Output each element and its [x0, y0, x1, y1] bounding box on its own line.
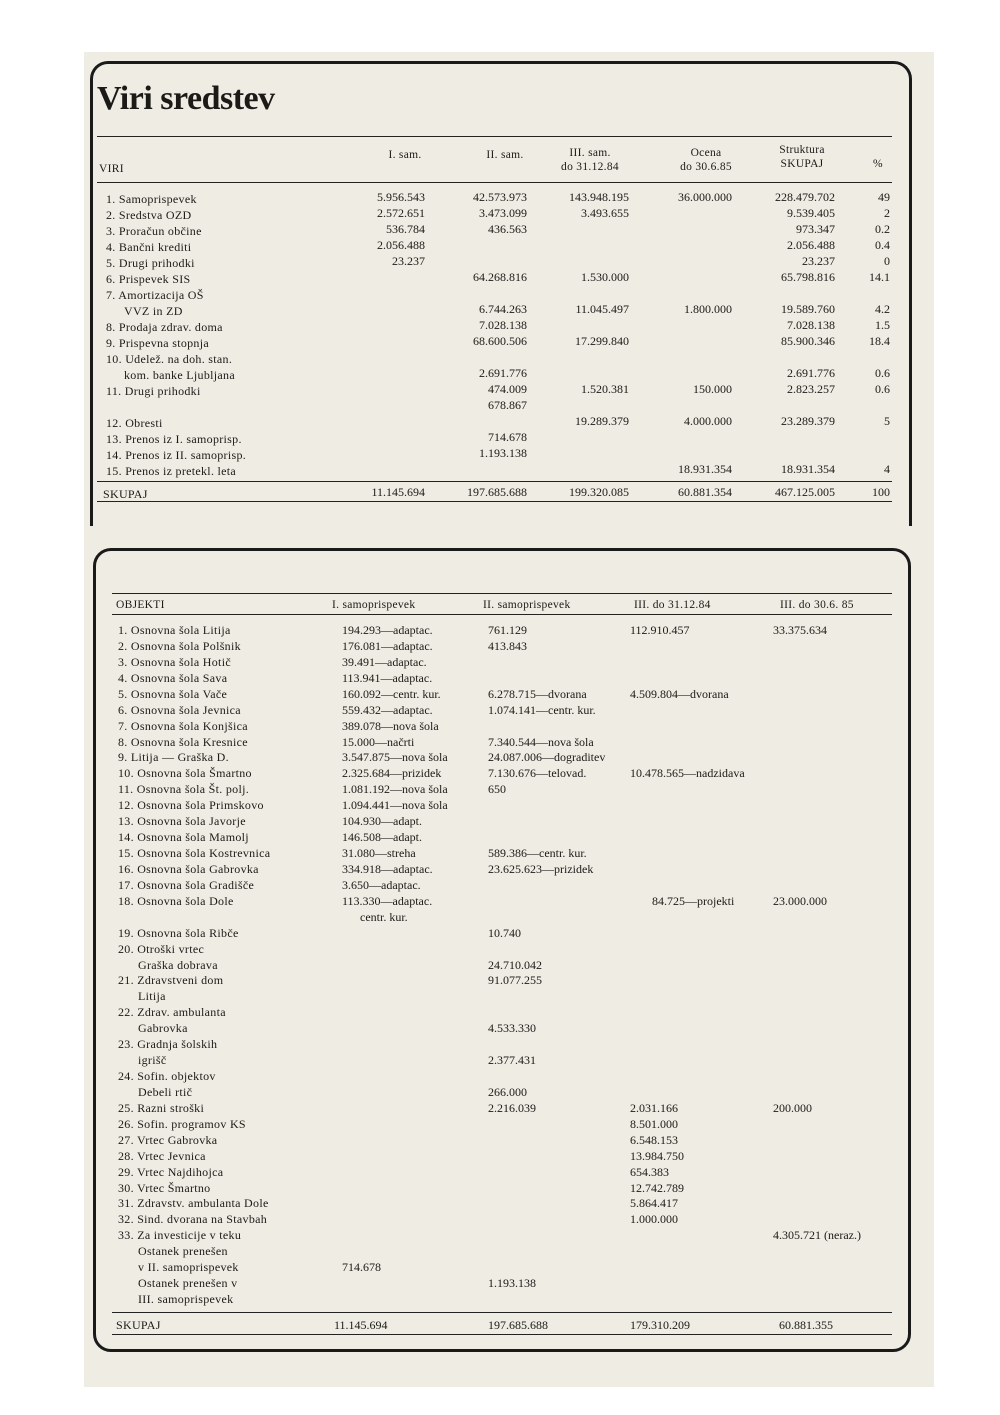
row-label: 2. Sredstva OZD — [106, 208, 192, 222]
cell-value: 1.094.441—nova šola — [342, 798, 448, 813]
row-label: Ostanek prenešen v — [138, 1276, 238, 1291]
total-value: 199.320.085 — [569, 485, 629, 499]
cell-value: 200.000 — [773, 1100, 812, 1115]
row-label: igrišč — [138, 1053, 167, 1068]
total-value: 60.881.355 — [779, 1318, 833, 1332]
column-header-i-samoprispevek: I. samoprispevek — [332, 599, 416, 611]
cell-value: 24.087.006—dograditev — [488, 750, 606, 765]
cell-value: 3.493.655 — [581, 206, 629, 220]
cell-value: 228.479.702 — [775, 190, 835, 204]
cell-value: 6.548.153 — [630, 1132, 678, 1147]
row-label: 21. Zdravstveni dom — [118, 973, 224, 988]
row-label: VVZ in ZD — [124, 304, 183, 318]
cell-value: 160.092—centr. kur. — [342, 686, 441, 701]
row-label: 8. Osnovna šola Kresnice — [118, 734, 248, 749]
total-value: 11.145.694 — [334, 1318, 388, 1332]
cell-value: 146.508—adapt. — [342, 830, 422, 845]
column-header-iii-do-1984: III. do 31.12.84 — [634, 599, 711, 611]
cell-value: 4.533.330 — [488, 1021, 536, 1036]
cell-value: 91.077.255 — [488, 973, 542, 988]
row-label: 24. Sofin. objektov — [118, 1069, 216, 1084]
cell-value: 68.600.506 — [473, 334, 527, 348]
cell-value: 85.900.346 — [781, 334, 835, 348]
row-label: 20. Otroški vrtec — [118, 941, 205, 956]
cell-value: 11.045.497 — [575, 302, 629, 316]
cell-value: 389.078—nova šola — [342, 718, 439, 733]
row-label: 12. Obresti — [106, 416, 163, 430]
cell-value: 0.6 — [875, 366, 890, 380]
bottom-rule — [97, 501, 892, 502]
cell-value: 678.867 — [488, 398, 527, 412]
cell-value: 2.216.039 — [488, 1100, 536, 1115]
cell-value: 150.000 — [693, 382, 732, 396]
cell-value: 714.678 — [342, 1260, 381, 1275]
cell-value: 436.563 — [488, 222, 527, 236]
cell-value: 194.293—adaptac. — [342, 623, 433, 637]
cell-value: 18.4 — [869, 334, 890, 348]
header-rule — [97, 182, 892, 183]
total-value: 60.881.354 — [678, 485, 732, 499]
row-label: 11. Drugi prihodki — [106, 384, 201, 398]
cell-value: 65.798.816 — [781, 270, 835, 284]
column-header-percent: % — [873, 158, 883, 170]
cell-value: 1.081.192—nova šola — [342, 782, 448, 797]
row-label: 7. Osnovna šola Konjšica — [118, 718, 248, 733]
column-header-skupaj: SKUPAJ — [780, 158, 824, 170]
row-label: 9. Litija — Graška D. — [118, 750, 229, 765]
row-label: 15. Osnovna šola Kostrevnica — [118, 846, 271, 861]
total-value: 179.310.209 — [630, 1318, 690, 1332]
cell-value: 559.432—adaptac. — [342, 702, 433, 717]
column-header-iii-do-1985: III. do 30.6. 85 — [780, 599, 854, 611]
total-value: 100 — [872, 485, 890, 499]
total-value: 11.145.694 — [371, 485, 425, 499]
column-header-ocena: Ocena — [690, 147, 722, 159]
column-header-ocena-date: do 30.6.85 — [680, 161, 732, 173]
cell-value: 15.000—načrti — [342, 734, 415, 749]
cell-value: 23.237 — [802, 254, 835, 268]
cell-value: 4.2 — [875, 302, 890, 316]
column-header-struktura: Struktura — [779, 144, 825, 156]
row-label: 25. Razni stroški — [118, 1100, 205, 1115]
row-label: 3. Proračun občine — [106, 224, 202, 238]
row-label: v II. samoprispevek — [138, 1260, 239, 1275]
row-label: 17. Osnovna šola Gradišče — [118, 877, 255, 892]
cell-value: 714.678 — [488, 430, 527, 444]
row-label: 13. Prenos iz I. samoprisp. — [106, 432, 242, 446]
cell-value: 23.000.000 — [773, 893, 827, 908]
cell-value: 18.931.354 — [678, 462, 732, 476]
column-header-viri: VIRI — [99, 163, 124, 175]
cell-value: 36.000.000 — [678, 190, 732, 204]
cell-value: 1.074.141—centr. kur. — [488, 702, 596, 717]
page-title: Viri sredstev — [97, 80, 275, 117]
cell-value: 33.375.634 — [773, 623, 827, 637]
cell-value: 2.325.684—prizidek — [342, 766, 442, 781]
cell-value: 23.625.623—prizidek — [488, 861, 594, 876]
row-label: 22. Zdrav. ambulanta — [118, 1005, 226, 1020]
cell-value: 589.386—centr. kur. — [488, 846, 587, 861]
row-label: 26. Sofin. programov KS — [118, 1116, 246, 1131]
row-label: 14. Prenos iz II. samoprisp. — [106, 448, 247, 462]
row-label: 7. Amortizacija OŠ — [106, 288, 204, 302]
row-label: 31. Zdravstv. ambulanta Dole — [118, 1196, 269, 1211]
cell-value: 8.501.000 — [630, 1116, 678, 1131]
row-label: Ostanek prenešen — [138, 1244, 228, 1259]
cell-value: 761.129 — [488, 623, 527, 637]
column-header-ii-sam: II. sam. — [486, 149, 524, 161]
cell-value: 9.539.405 — [787, 206, 835, 220]
row-label: 10. Osnovna šola Šmartno — [118, 766, 252, 781]
row-label: Gabrovka — [138, 1021, 188, 1036]
column-header-iii-sam-date: do 31.12.84 — [561, 161, 619, 173]
cell-value: 0.2 — [875, 222, 890, 236]
row-label: 1. Samoprispevek — [106, 192, 197, 206]
cell-value: 4.305.721 (neraz.) — [773, 1228, 861, 1243]
cell-value: 6.278.715—dvorana — [488, 686, 587, 701]
row-label: 18. Osnovna šola Dole — [118, 893, 234, 908]
total-label: SKUPAJ — [103, 487, 148, 501]
cell-value: 413.843 — [488, 638, 527, 653]
cell-value: 3.547.875—nova šola — [342, 750, 448, 765]
cell-value: 0.4 — [875, 238, 890, 252]
cell-value: 1.530.000 — [581, 270, 629, 284]
cell-value: 3.650—adaptac. — [342, 877, 421, 892]
cell-value: 2.031.166 — [630, 1100, 678, 1115]
cell-value: 1.000.000 — [630, 1212, 678, 1227]
column-header-i-sam: I. sam. — [388, 149, 422, 161]
column-header-objekti: OBJEKTI — [116, 599, 165, 611]
total-value: 197.685.688 — [488, 1318, 548, 1332]
cell-value: 112.910.457 — [630, 623, 690, 637]
bottom-rule — [112, 1334, 892, 1335]
cell-value: 5.864.417 — [630, 1196, 678, 1211]
cell-value: 42.573.973 — [473, 190, 527, 204]
cell-value: 650 — [488, 782, 506, 797]
cell-value: 5.956.543 — [377, 190, 425, 204]
cell-value: 7.028.138 — [787, 318, 835, 332]
row-label: 9. Prispevna stopnja — [106, 336, 209, 350]
row-label: 30. Vrtec Šmartno — [118, 1180, 211, 1195]
cell-value: 0.6 — [875, 382, 890, 396]
cell-value: 13.984.750 — [630, 1148, 684, 1163]
cell-value: 3.473.099 — [479, 206, 527, 220]
row-label: 6. Osnovna šola Jevnica — [118, 702, 241, 717]
row-label: 4. Osnovna šola Sava — [118, 670, 228, 685]
row-label: 4. Bančni krediti — [106, 240, 192, 254]
row-label: 14. Osnovna šola Mamolj — [118, 830, 249, 845]
cell-value: 176.081—adaptac. — [342, 638, 433, 653]
cell-value: 143.948.195 — [569, 190, 629, 204]
cell-value: 474.009 — [488, 382, 527, 396]
cell-value: 113.941—adaptac. — [342, 670, 433, 685]
cell-value: 2.377.431 — [488, 1053, 536, 1068]
row-label: kom. banke Ljubljana — [124, 368, 235, 382]
cell-value: 113.330—adaptac. — [342, 893, 433, 908]
cell-value: 23.289.379 — [781, 414, 835, 428]
cell-value: 2.056.488 — [787, 238, 835, 252]
cell-value: 104.930—adapt. — [342, 814, 422, 829]
row-label: Litija — [138, 989, 166, 1004]
cell-value: 4.509.804—dvorana — [630, 686, 729, 701]
top-rule — [97, 136, 892, 137]
total-value: 467.125.005 — [775, 485, 835, 499]
total-rule — [97, 481, 892, 482]
row-label: 3. Osnovna šola Hotič — [118, 654, 231, 669]
row-label: 19. Osnovna šola Ribče — [118, 925, 239, 940]
cell-value: 7.340.544—nova šola — [488, 734, 594, 749]
row-label: Debeli rtič — [138, 1084, 193, 1099]
column-header-iii-sam: III. sam. — [569, 147, 611, 159]
cell-value: 19.589.760 — [781, 302, 835, 316]
cell-value: 1.193.138 — [488, 1276, 536, 1291]
column-header-ii-samoprispevek: II. samoprispevek — [483, 599, 571, 611]
header-rule — [112, 614, 892, 615]
cell-value: 2.691.776 — [479, 366, 527, 380]
cell-value: 17.299.840 — [575, 334, 629, 348]
cell-value: 19.289.379 — [575, 414, 629, 428]
cell-value: 4 — [884, 462, 890, 476]
row-label: III. samoprispevek — [138, 1292, 234, 1307]
cell-value: 18.931.354 — [781, 462, 835, 476]
cell-value: 6.744.263 — [479, 302, 527, 316]
cell-value: 4.000.000 — [684, 414, 732, 428]
row-label: 29. Vrtec Najdihojca — [118, 1164, 224, 1179]
cell-value: 654.383 — [630, 1164, 669, 1179]
cell-value: 2 — [884, 206, 890, 220]
row-label: 13. Osnovna šola Javorje — [118, 814, 246, 829]
total-label: SKUPAJ — [116, 1318, 161, 1332]
row-label: 27. Vrtec Gabrovka — [118, 1132, 218, 1147]
cell-value: 1.5 — [875, 318, 890, 332]
row-label: 12. Osnovna šola Primskovo — [118, 798, 264, 813]
cell-value: 64.268.816 — [473, 270, 527, 284]
row-label: 32. Sind. dvorana na Stavbah — [118, 1212, 268, 1227]
cell-value: 0 — [884, 254, 890, 268]
cell-value: 31.080—streha — [342, 846, 416, 861]
cell-value: 2.823.257 — [787, 382, 835, 396]
row-label: 2. Osnovna šola Polšnik — [118, 638, 241, 653]
row-label: 5. Osnovna šola Vače — [118, 686, 228, 701]
cell-value: 7.028.138 — [479, 318, 527, 332]
cell-value: 2.572.651 — [377, 206, 425, 220]
cell-value: 10.740 — [488, 925, 521, 940]
row-label: 11. Osnovna šola Št. polj. — [118, 782, 250, 797]
cell-value: 334.918—adaptac. — [342, 861, 433, 876]
cell-value: 39.491—adaptac. — [342, 654, 427, 669]
cell-value: 5 — [884, 414, 890, 428]
cell-value: 1.193.138 — [479, 446, 527, 460]
cell-value: 23.237 — [392, 254, 425, 268]
cell-value: 84.725—projekti — [652, 893, 735, 908]
row-label: 15. Prenos iz pretekl. leta — [106, 464, 237, 478]
row-label: 5. Drugi prihodki — [106, 256, 195, 270]
cell-value: 14.1 — [869, 270, 890, 284]
cell-value: 12.742.789 — [630, 1180, 684, 1195]
row-label: 6. Prispevek SIS — [106, 272, 191, 286]
row-label: 1. Osnovna šola Litija — [118, 623, 231, 637]
row-label: 33. Za investicije v teku — [118, 1228, 242, 1243]
row-label: 16. Osnovna šola Gabrovka — [118, 861, 259, 876]
row-label: Graška dobrava — [138, 957, 218, 972]
cell-value: 10.478.565—nadzidava — [630, 766, 745, 781]
cell-value: 49 — [878, 190, 890, 204]
row-label: 8. Prodaja zdrav. doma — [106, 320, 223, 334]
total-rule — [112, 1312, 892, 1313]
cell-value: 536.784 — [386, 222, 425, 236]
cell-value: 973.347 — [796, 222, 835, 236]
cell-value: centr. kur. — [360, 909, 408, 924]
cell-value: 1.520.381 — [581, 382, 629, 396]
cell-value: 266.000 — [488, 1084, 527, 1099]
row-label: 10. Udelež. na doh. stan. — [106, 352, 233, 366]
row-label: 28. Vrtec Jevnica — [118, 1148, 206, 1163]
cell-value: 24.710.042 — [488, 957, 542, 972]
cell-value: 2.691.776 — [787, 366, 835, 380]
cell-value: 7.130.676—telovad. — [488, 766, 587, 781]
row-label: 23. Gradnja šolskih — [118, 1037, 218, 1052]
cell-value: 1.800.000 — [684, 302, 732, 316]
top-rule — [112, 593, 892, 594]
total-value: 197.685.688 — [467, 485, 527, 499]
cell-value: 2.056.488 — [377, 238, 425, 252]
